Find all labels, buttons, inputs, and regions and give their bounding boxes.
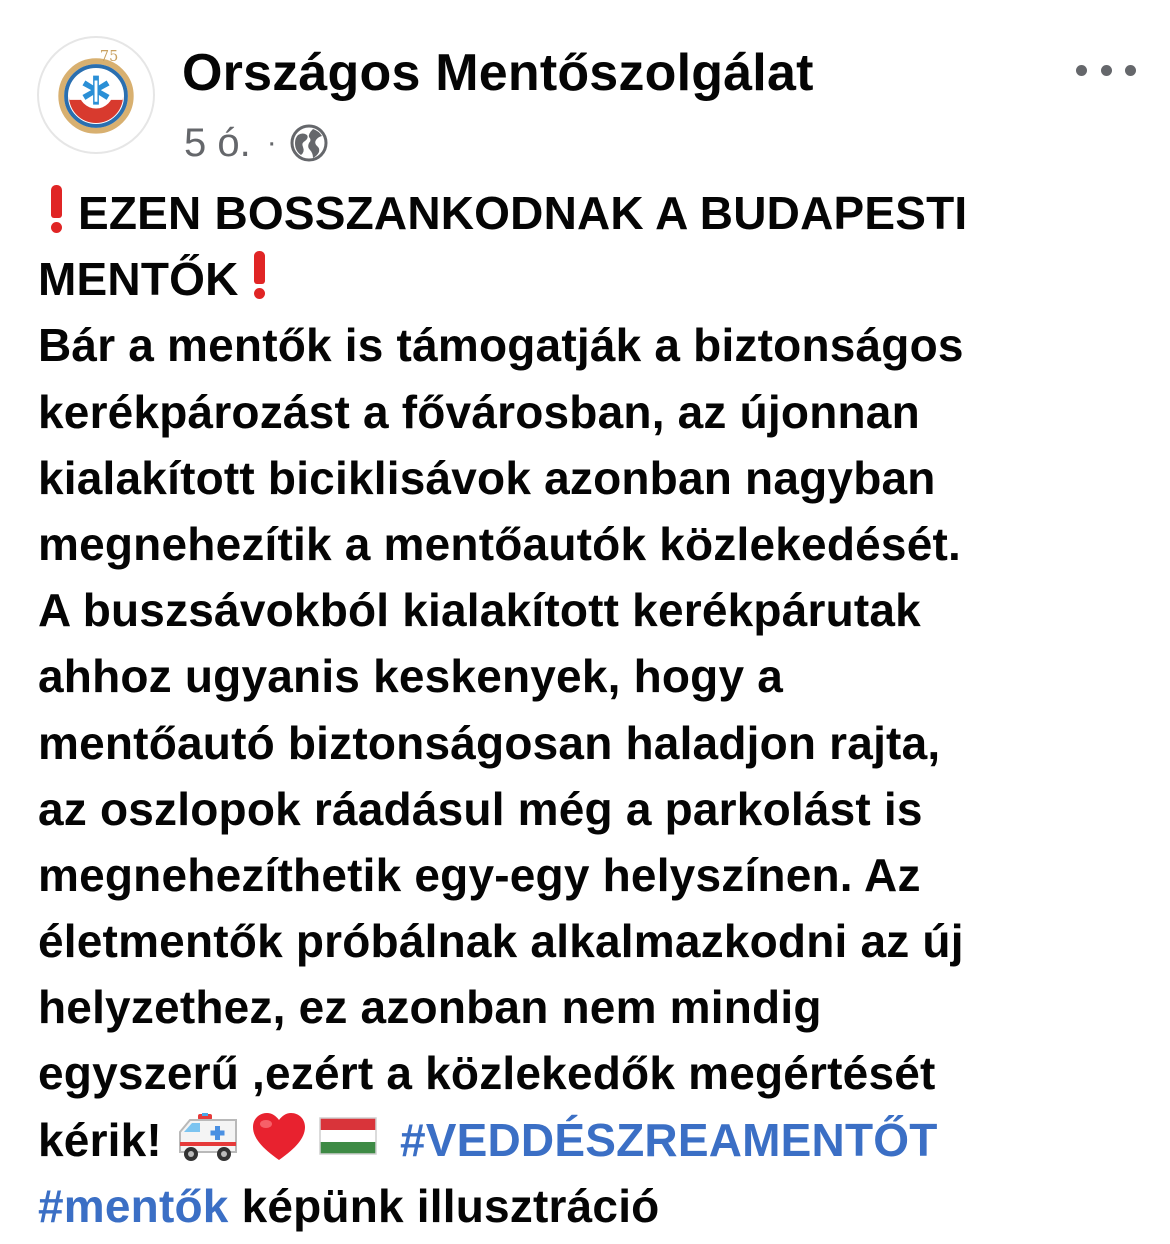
post-title-line — [38, 246, 1158, 312]
post-title-line — [38, 180, 1158, 246]
page-avatar[interactable] — [37, 36, 155, 154]
post-body-line: megnehezítik a mentőautók közlekedését. — [38, 517, 961, 570]
page-name[interactable]: Országos Mentőszolgálat — [182, 44, 814, 102]
more-dot-icon — [1101, 65, 1112, 76]
more-dot-icon — [1076, 65, 1087, 76]
more-dot-icon — [1125, 65, 1136, 76]
ambulance-service-logo — [39, 38, 153, 152]
post-body-line — [38, 1173, 1158, 1239]
post-body-line: életmentők próbálnak alkalmazkodni az új — [38, 915, 964, 968]
red-exclamation-icon — [48, 185, 64, 233]
post-body-line: ahhoz ugyanis keskenyek, hogy a — [38, 650, 784, 703]
meta-separator: · — [266, 126, 277, 159]
post-text — [38, 180, 1158, 1239]
post-timestamp[interactable]: 5 ó. — [184, 120, 251, 165]
post-body-line — [38, 1107, 1158, 1173]
red-exclamation-icon — [251, 251, 267, 299]
hungary-flag-icon — [318, 1114, 378, 1158]
body-text: képünk illusztráció — [241, 1179, 660, 1232]
post-body-line: helyzethez, ez azonban nem mindig — [38, 981, 822, 1034]
post-body-line: kialakított biciklisávok azonban nagyban — [38, 451, 936, 504]
post-body-line: kerékpározást a fővárosban, az újonnan — [38, 385, 920, 438]
title-text: EZEN BOSSZANKODNAK A BUDAPESTI — [78, 187, 968, 239]
more-options-button[interactable] — [1076, 50, 1136, 90]
post-body-line: Bár a mentők is támogatják a biztonságos — [38, 319, 964, 372]
hashtag-link[interactable]: #mentők — [38, 1179, 229, 1232]
logo-anniversary-text: 75 — [99, 49, 119, 66]
post-body-line: megnehezíthetik egy-egy helyszínen. Az — [38, 848, 921, 901]
title-text: MENTŐK — [38, 253, 239, 306]
ambulance-icon — [176, 1110, 240, 1164]
red-heart-icon — [250, 1110, 308, 1164]
hashtag-link[interactable]: #VEDDÉSZREAMENTŐT — [399, 1113, 938, 1166]
post-body-line: mentőautó biztonságosan haladjon rajta, — [38, 716, 941, 769]
post-meta — [184, 118, 329, 168]
post-header — [0, 0, 1170, 170]
post-body-line: egyszerű ,ezért a közlekedők megértését — [38, 1047, 936, 1100]
globe-icon[interactable] — [289, 123, 329, 163]
post-body-line: A buszsávokból kialakított kerékpárutak — [38, 584, 921, 637]
body-text: kérik! — [38, 1113, 162, 1166]
post-body-line: az oszlopok ráadásul még a parkolást is — [38, 782, 923, 835]
